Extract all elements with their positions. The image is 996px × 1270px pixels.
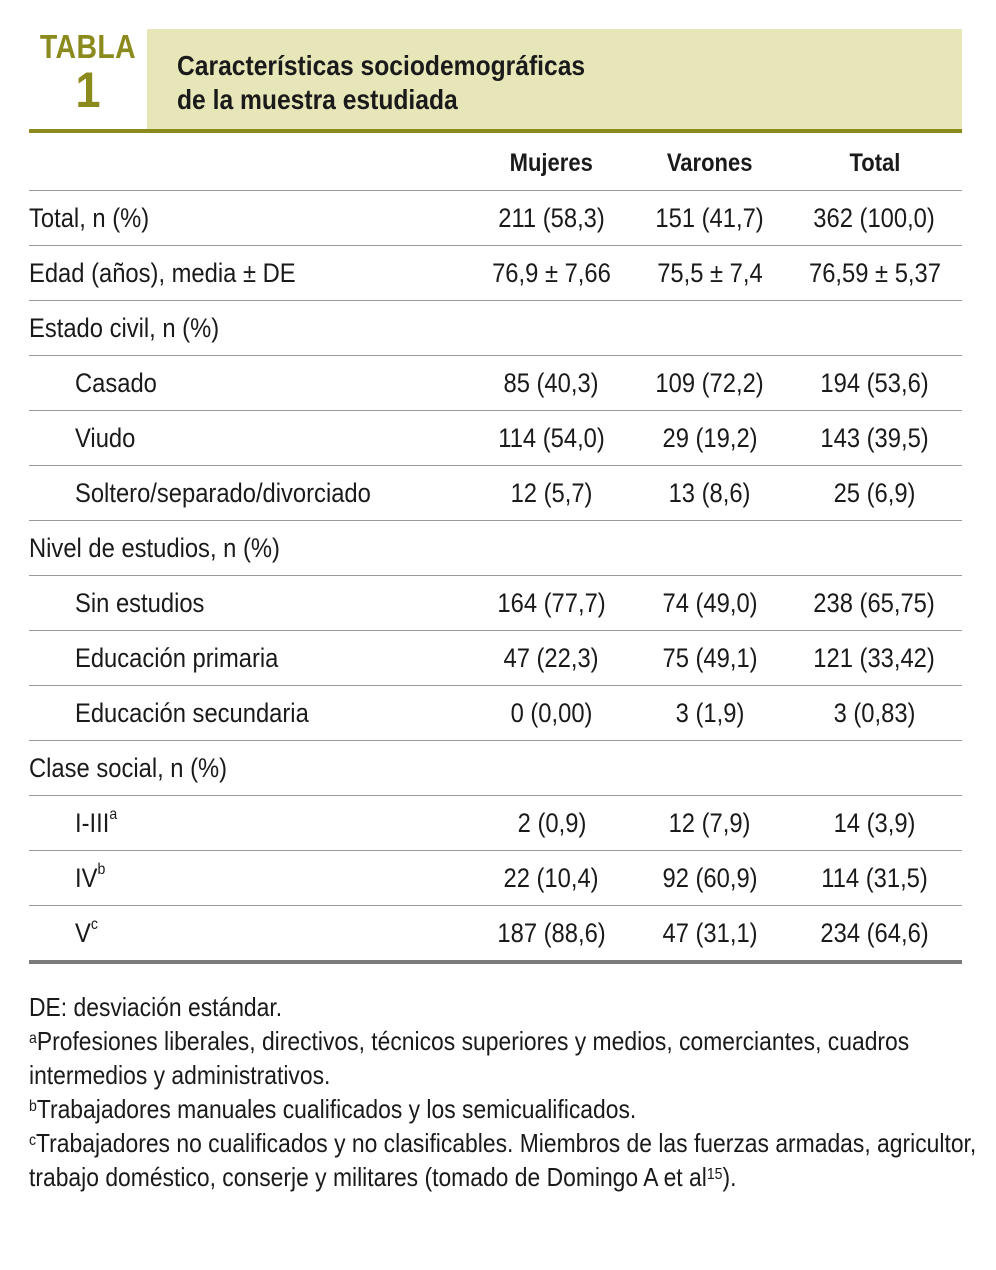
row-label-cell <box>29 191 471 246</box>
cell-value: 47 (31,1) <box>662 917 758 948</box>
row-label <box>29 533 280 564</box>
table-row <box>29 191 962 246</box>
cell-mujeres <box>471 521 632 576</box>
row-label-text: Estado civil, n (%) <box>29 312 220 343</box>
column-header-label: Mujeres <box>509 148 594 177</box>
cell-total <box>787 191 962 246</box>
cell-total <box>787 741 962 796</box>
cell-mujeres <box>471 301 632 356</box>
cell-total <box>787 686 962 741</box>
cell-mujeres <box>471 851 632 906</box>
footnote-de <box>29 990 988 1024</box>
row-label-text: Edad (años), media ± DE <box>29 257 296 288</box>
cell-total <box>787 466 962 521</box>
cell-varones <box>632 796 787 851</box>
cell-value: 109 (72,2) <box>655 367 764 398</box>
cell-value: 0 (0,00) <box>510 697 593 728</box>
footnote-c-reference: 15 <box>706 1166 723 1183</box>
cell-value: 234 (64,6) <box>820 917 929 948</box>
cell-value: 143 (39,5) <box>820 422 929 453</box>
row-label-text: I-III <box>75 807 110 838</box>
row-label <box>29 258 296 289</box>
cell-total <box>787 906 962 963</box>
row-label <box>29 203 149 234</box>
cell-total <box>787 246 962 301</box>
row-label <box>75 643 278 674</box>
row-label-cell <box>29 521 471 576</box>
cell-value: 114 (31,5) <box>821 862 928 893</box>
row-label-text: Soltero/separado/divorciado <box>75 477 371 508</box>
tabla-word: TABLA <box>39 28 137 65</box>
cell-varones <box>632 576 787 631</box>
footnote-a-mark: a <box>29 1030 37 1047</box>
row-label-cell <box>29 796 471 851</box>
cell-value: 13 (8,6) <box>668 477 751 508</box>
cell-total <box>787 411 962 466</box>
cell-total <box>787 576 962 631</box>
cell-value: 76,9 ± 7,66 <box>492 257 611 288</box>
cell-total <box>787 301 962 356</box>
cell-varones <box>632 741 787 796</box>
row-label-cell <box>29 906 471 963</box>
cell-value: 211 (58,3) <box>498 202 605 233</box>
table-title-line-1: Características sociodemográficas <box>177 50 586 81</box>
row-label-text: Nivel de estudios, n (%) <box>29 532 280 563</box>
cell-mujeres <box>471 466 632 521</box>
cell-value: 47 (22,3) <box>503 642 600 673</box>
table-footnotes <box>29 990 989 1194</box>
cell-total <box>787 521 962 576</box>
row-label-cell <box>29 466 471 521</box>
cell-value: 114 (54,0) <box>498 422 605 453</box>
row-label-text: V <box>75 917 91 948</box>
cell-mujeres <box>471 906 632 963</box>
footnote-c-text: Trabajadores no cualificados y no clasificables. Miembros de las fuerzas armadas, agricultor, trabajo doméstico, conserje y militares (tomado de Domingo A et al <box>29 1128 977 1192</box>
table-row <box>29 576 962 631</box>
row-label-cell <box>29 246 471 301</box>
footnote-c-end: ). <box>722 1162 737 1192</box>
cell-value: 3 (1,9) <box>675 697 744 728</box>
cell-value: 238 (65,75) <box>813 587 936 618</box>
cell-mujeres <box>471 411 632 466</box>
row-label-text: Educación primaria <box>75 642 279 673</box>
cell-mujeres <box>471 356 632 411</box>
row-label <box>29 313 219 344</box>
footnote-b-mark: b <box>29 1098 37 1115</box>
cell-total <box>787 851 962 906</box>
cell-mujeres <box>471 576 632 631</box>
cell-value: 14 (3,9) <box>833 807 916 838</box>
table-header <box>29 29 962 129</box>
row-label-text: Total, n (%) <box>29 202 150 233</box>
row-label-cell <box>29 576 471 631</box>
table-row <box>29 796 962 851</box>
cell-varones <box>632 906 787 963</box>
row-label-cell <box>29 851 471 906</box>
cell-total <box>787 796 962 851</box>
row-label <box>75 805 118 839</box>
row-label-cell <box>29 741 471 796</box>
table-row <box>29 741 962 796</box>
cell-varones <box>632 686 787 741</box>
row-label-superscript: c <box>90 915 98 933</box>
row-label <box>75 588 204 619</box>
cell-value: 92 (60,9) <box>662 862 758 893</box>
row-label <box>75 915 98 949</box>
table-row <box>29 411 962 466</box>
table-row <box>29 686 962 741</box>
cell-value: 121 (33,42) <box>813 642 936 673</box>
cell-value: 76,59 ± 5,37 <box>808 257 941 288</box>
cell-varones <box>632 246 787 301</box>
header-empty-cell <box>29 136 471 191</box>
row-label-text: Clase social, n (%) <box>29 752 228 783</box>
cell-value: 29 (19,2) <box>662 422 758 453</box>
row-label-text: IV <box>75 862 98 893</box>
row-label <box>29 753 227 784</box>
table-number-label <box>29 28 147 118</box>
table-row <box>29 246 962 301</box>
table-row <box>29 851 962 906</box>
row-label <box>75 368 157 399</box>
row-label <box>75 860 106 894</box>
footnote-c <box>29 1126 988 1194</box>
row-label-cell <box>29 356 471 411</box>
cell-mujeres <box>471 796 632 851</box>
cell-value: 25 (6,9) <box>833 477 916 508</box>
cell-total <box>787 631 962 686</box>
table-title <box>177 49 585 117</box>
footnote-c-mark: c <box>29 1132 37 1149</box>
cell-value: 2 (0,9) <box>517 807 586 838</box>
table-row <box>29 906 962 963</box>
cell-value: 12 (7,9) <box>668 807 751 838</box>
cell-value: 75 (49,1) <box>662 642 758 673</box>
cell-value: 85 (40,3) <box>503 367 600 398</box>
table-row <box>29 466 962 521</box>
row-label-cell <box>29 301 471 356</box>
row-label <box>75 423 135 454</box>
cell-value: 151 (41,7) <box>655 202 764 233</box>
footnote-a-text: Profesiones liberales, directivos, técnicos superiores y medios, comerciantes, cuadros intermedios y administrativos. <box>29 1026 910 1090</box>
data-table <box>29 136 962 964</box>
cell-value: 3 (0,83) <box>833 697 916 728</box>
title-divider <box>29 129 962 133</box>
column-header-label: Total <box>849 148 900 177</box>
row-label <box>75 698 309 729</box>
footnote-b-text: Trabajadores manuales cualificados y los semicualificados. <box>36 1094 637 1124</box>
cell-mujeres <box>471 686 632 741</box>
cell-varones <box>632 191 787 246</box>
cell-value: 74 (49,0) <box>662 587 758 618</box>
cell-value: 12 (5,7) <box>510 477 593 508</box>
row-label-cell <box>29 631 471 686</box>
cell-varones <box>632 301 787 356</box>
cell-value: 194 (53,6) <box>820 367 929 398</box>
table-header-row <box>29 136 962 191</box>
footnote-b <box>29 1092 988 1126</box>
row-label-cell <box>29 686 471 741</box>
table-title-line-2: de la muestra estudiada <box>177 84 458 115</box>
cell-varones <box>632 631 787 686</box>
row-label-text: Viudo <box>75 422 136 453</box>
cell-mujeres <box>471 631 632 686</box>
table-row <box>29 301 962 356</box>
cell-value: 22 (10,4) <box>503 862 600 893</box>
table-row <box>29 356 962 411</box>
cell-varones <box>632 851 787 906</box>
cell-value: 362 (100,0) <box>813 202 936 233</box>
column-header-total <box>787 136 962 191</box>
cell-varones <box>632 356 787 411</box>
cell-varones <box>632 521 787 576</box>
row-label-text: Casado <box>75 367 157 398</box>
cell-mujeres <box>471 246 632 301</box>
row-label-text: Sin estudios <box>75 587 205 618</box>
row-label-cell <box>29 411 471 466</box>
cell-total <box>787 356 962 411</box>
cell-mujeres <box>471 741 632 796</box>
footnote-de-text: DE: desviación estándar. <box>29 992 283 1022</box>
column-header-varones <box>632 136 787 191</box>
cell-value: 164 (77,7) <box>497 587 606 618</box>
cell-value: 75,5 ± 7,4 <box>656 257 763 288</box>
row-label-superscript: a <box>109 805 118 823</box>
footnote-a <box>29 1024 988 1092</box>
title-box <box>147 29 962 129</box>
column-header-mujeres <box>471 136 632 191</box>
row-label <box>75 478 371 509</box>
row-label-text: Educación secundaria <box>75 697 309 728</box>
cell-mujeres <box>471 191 632 246</box>
tabla-number: 1 <box>75 62 101 118</box>
cell-varones <box>632 466 787 521</box>
cell-value: 187 (88,6) <box>497 917 606 948</box>
row-label-superscript: b <box>97 860 106 878</box>
column-header-label: Varones <box>666 148 753 177</box>
table-row <box>29 631 962 686</box>
table-row <box>29 521 962 576</box>
cell-varones <box>632 411 787 466</box>
